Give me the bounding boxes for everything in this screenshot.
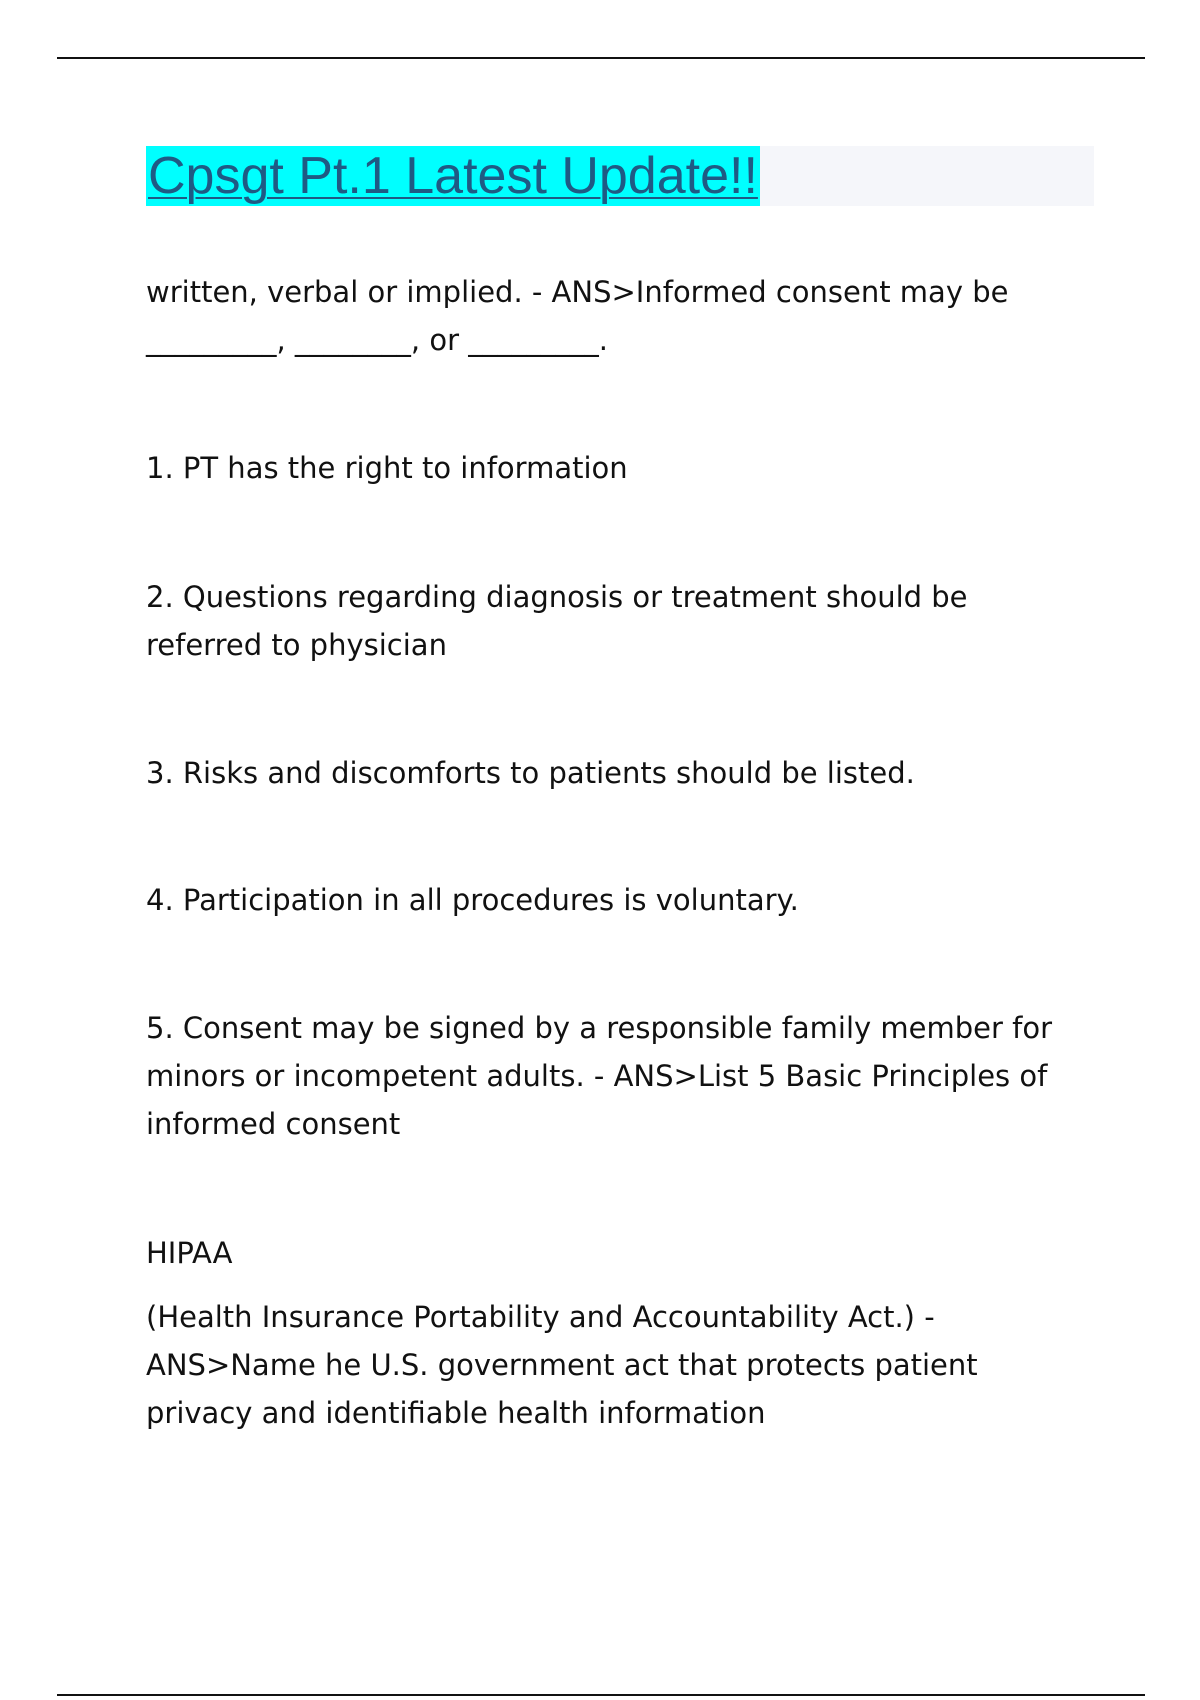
question-blanks-line: _________, ________, or _________.	[146, 323, 608, 357]
principle-item-2	[146, 573, 1086, 669]
principle-text: 5. Consent may be signed by a responsible family member for	[146, 1011, 1053, 1045]
principle-item-3	[146, 749, 1086, 797]
hipaa-text: ANS>Name he U.S. government act that protects patient	[146, 1348, 978, 1382]
hipaa-answer	[146, 1293, 1086, 1437]
question-informed-consent	[146, 268, 1086, 364]
principle-text: 2. Questions regarding diagnosis or treatment should be	[146, 580, 968, 614]
footer-rule	[57, 1694, 1145, 1696]
principle-text: referred to physician	[146, 628, 447, 662]
principle-item-1	[146, 444, 1086, 492]
principle-item-5	[146, 1004, 1086, 1148]
page-title: Cpsgt Pt.1 Latest Update!!	[148, 147, 758, 205]
hipaa-heading-text: HIPAA	[146, 1236, 233, 1270]
principle-item-4	[146, 876, 1086, 924]
principle-text: minors or incompetent adults. - ANS>List 5 Basic Principles of	[146, 1059, 1048, 1093]
principle-text: 3. Risks and discomforts to patients should be listed.	[146, 756, 915, 790]
hipaa-heading	[146, 1229, 1086, 1277]
question-line: written, verbal or implied. - ANS>Informed consent may be	[146, 275, 1009, 309]
principle-text: informed consent	[146, 1107, 401, 1141]
header-rule	[57, 57, 1145, 59]
hipaa-text: privacy and identifiable health information	[146, 1396, 766, 1430]
hipaa-text: (Health Insurance Portability and Accountability Act.) -	[146, 1300, 935, 1334]
principle-text: 4. Participation in all procedures is voluntary.	[146, 883, 799, 917]
principle-text: 1. PT has the right to information	[146, 451, 628, 485]
